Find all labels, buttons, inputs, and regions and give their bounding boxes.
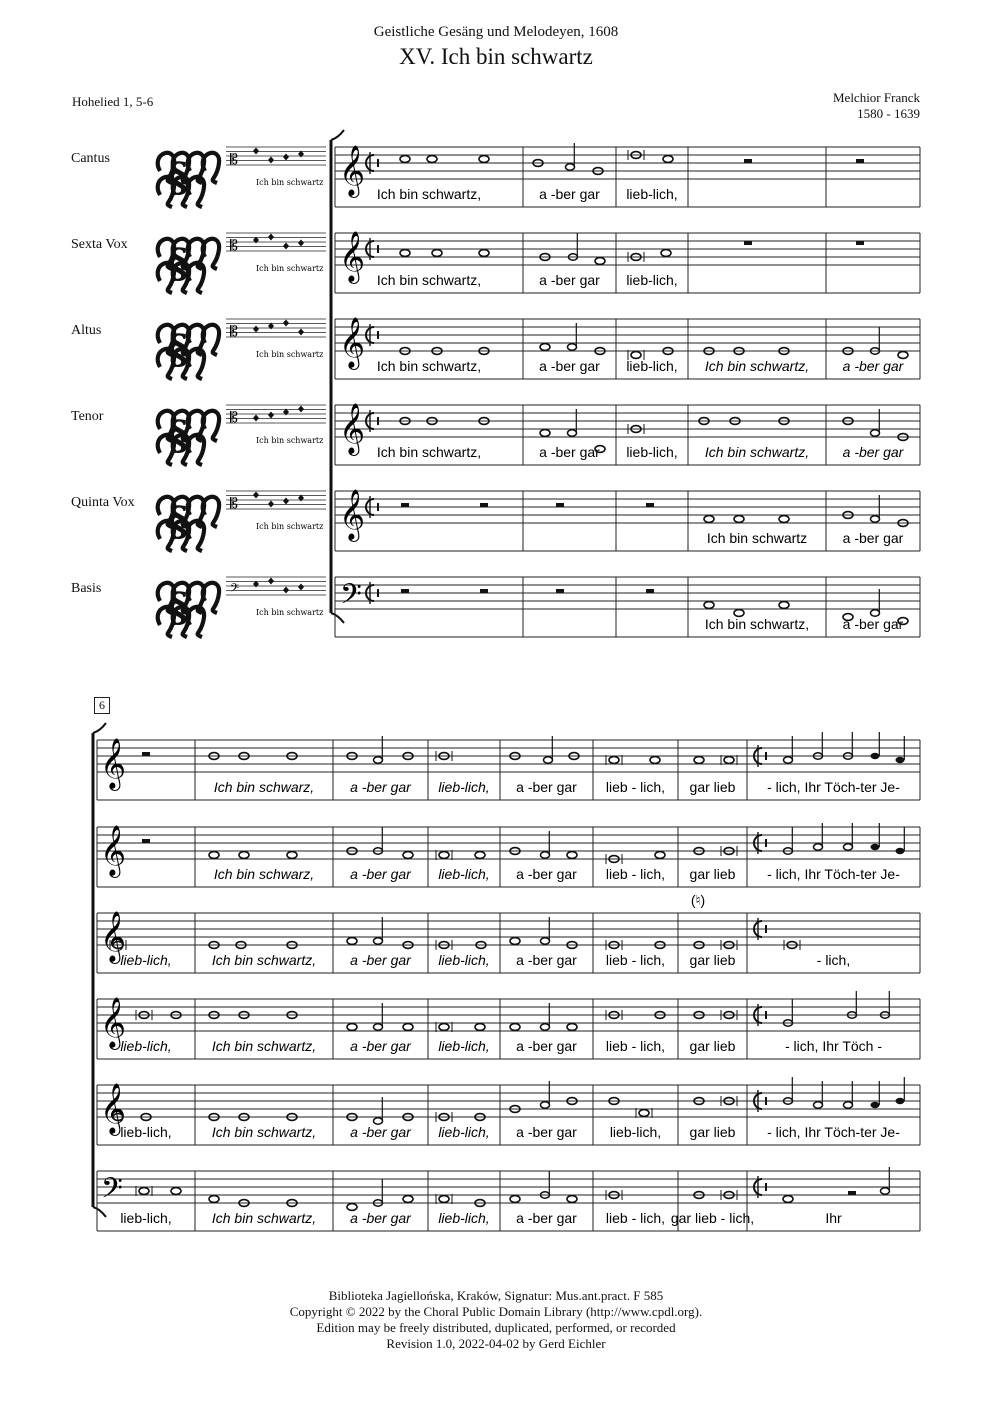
voice-name-quinta-vox: Quinta Vox bbox=[71, 495, 135, 510]
lyric-syllable: lieb-lich, bbox=[120, 952, 172, 968]
treble-clef: 𝄞 bbox=[339, 403, 366, 454]
incipit-clef: 𝄡 bbox=[230, 238, 238, 254]
lyric-syllable: Ich bin schwartz, bbox=[704, 358, 810, 374]
whole-note bbox=[567, 852, 577, 859]
rest bbox=[142, 752, 150, 756]
lyric-syllable: Ich bin schwartz, bbox=[211, 1124, 317, 1140]
lyric-syllable: - lich, Ihr Töch-ter Je- bbox=[767, 1124, 900, 1140]
incipit-clef: 𝄡 bbox=[230, 496, 238, 512]
lyric-syllable: a -ber gar bbox=[842, 444, 904, 460]
whole-note bbox=[479, 156, 489, 163]
quarter-note bbox=[896, 1098, 905, 1104]
whole-note bbox=[479, 250, 489, 257]
lyric-syllable: - lich, bbox=[816, 952, 851, 968]
lyric-syllable: a -ber gar bbox=[516, 779, 577, 795]
whole-note bbox=[400, 250, 410, 257]
lyric-syllable: Ich bin schwartz, bbox=[376, 186, 482, 202]
lyric-syllable: lieb-lich, bbox=[120, 1124, 172, 1140]
lyric-syllable: - lich, Ihr Töch - bbox=[785, 1038, 882, 1054]
incipit-note bbox=[283, 243, 289, 250]
rest bbox=[480, 503, 488, 507]
lyric-syllable: a -ber gar bbox=[539, 186, 600, 202]
composer-dates: 1580 - 1639 bbox=[857, 106, 920, 121]
incipit-note bbox=[268, 412, 274, 419]
whole-note bbox=[239, 852, 249, 859]
lyric-syllable: a -ber gar bbox=[539, 444, 600, 460]
treble-clef: 𝄞 bbox=[339, 317, 366, 368]
incipit-note bbox=[283, 587, 289, 594]
incipit-clef: 𝄡 bbox=[230, 410, 238, 426]
rest bbox=[848, 1191, 856, 1195]
lyric-syllable: lieb - lich, bbox=[605, 779, 666, 795]
lyric-syllable: gar lieb bbox=[689, 1124, 736, 1140]
lyric-syllable: Ich bin schwarz, bbox=[213, 779, 315, 795]
whole-note bbox=[661, 250, 671, 257]
half-note bbox=[784, 757, 793, 763]
whole-note bbox=[595, 258, 605, 265]
lyric-syllable: gar lieb bbox=[689, 1038, 736, 1054]
lyric-syllable: a -ber gar bbox=[842, 358, 904, 374]
rest bbox=[646, 503, 654, 507]
whole-note bbox=[779, 516, 789, 523]
editorial-accidental: (♮) bbox=[690, 892, 706, 908]
footer-license: Edition may be freely distributed, duplicated, performed, or recorded bbox=[316, 1320, 676, 1335]
incipit-clef: 𝄡 bbox=[230, 324, 238, 340]
half-note bbox=[871, 516, 880, 522]
incipit-note bbox=[253, 148, 259, 155]
whole-note bbox=[475, 852, 485, 859]
lyric-syllable: lieb-lich, bbox=[120, 1038, 172, 1054]
lyric-syllable: lieb - lich, bbox=[605, 952, 666, 968]
whole-note bbox=[510, 1024, 520, 1031]
incipit-text: Ich bin schwartz bbox=[256, 178, 324, 187]
lyric-syllable: a -ber gar bbox=[516, 1038, 577, 1054]
whole-note bbox=[209, 1196, 219, 1203]
incipit-note bbox=[298, 240, 304, 247]
voice-name-sexta-vox: Sexta Vox bbox=[71, 237, 128, 252]
whole-note bbox=[403, 1024, 413, 1031]
whole-note bbox=[694, 757, 704, 764]
system-bracket-hook bbox=[331, 130, 344, 140]
incipit-text: Ich bin schwartz bbox=[256, 350, 324, 359]
whole-note bbox=[427, 156, 437, 163]
incipit-clef: 𝄢 bbox=[230, 582, 240, 598]
bass-clef: 𝄢 bbox=[101, 1172, 123, 1212]
lyric-syllable: a -ber gar bbox=[539, 358, 600, 374]
lyric-syllable: Ich bin schwarz, bbox=[213, 866, 315, 882]
incipit-note bbox=[253, 492, 259, 499]
quarter-note bbox=[896, 757, 905, 763]
lyric-syllable: lieb-lich, bbox=[626, 272, 678, 288]
incipit-note bbox=[268, 157, 274, 164]
lyric-syllable: Ich bin schwartz, bbox=[704, 444, 810, 460]
whole-note bbox=[347, 1024, 357, 1031]
initial-capital-ornament bbox=[153, 143, 221, 207]
voice-name-cantus: Cantus bbox=[71, 151, 110, 166]
whole-note bbox=[403, 1196, 413, 1203]
incipit-note bbox=[268, 234, 274, 241]
system-bracket-hook bbox=[93, 723, 106, 733]
treble-clef: 𝄞 bbox=[100, 1083, 127, 1134]
treble-clef: 𝄞 bbox=[100, 738, 127, 789]
lyric-syllable: a -ber gar bbox=[350, 1124, 411, 1140]
breve-note bbox=[724, 757, 734, 764]
breve-note bbox=[609, 757, 619, 764]
footer bbox=[0, 1288, 992, 1352]
whole-note bbox=[403, 852, 413, 859]
whole-note bbox=[510, 1196, 520, 1203]
lyric-syllable: lieb-lich, bbox=[438, 952, 490, 968]
rest bbox=[646, 589, 654, 593]
svg-text:§: § bbox=[168, 154, 189, 201]
piece-title: XV. Ich bin schwartz bbox=[399, 44, 593, 69]
incipit-note bbox=[268, 578, 274, 585]
lyric-syllable: Ich bin schwartz, bbox=[211, 952, 317, 968]
lyric-syllable: lieb-lich, bbox=[609, 1124, 662, 1140]
lyric-syllable: a -ber gar bbox=[842, 616, 904, 632]
footer-source: Biblioteka Jagiellońska, Kraków, Signatur: Mus.ant.pract. F 585 bbox=[328, 1288, 664, 1303]
whole-note bbox=[432, 250, 442, 257]
half-note bbox=[541, 1102, 550, 1108]
lyric-syllable: Ich bin schwartz, bbox=[704, 616, 810, 632]
whole-note bbox=[567, 1024, 577, 1031]
lyric-syllable: lieb-lich, bbox=[120, 1210, 172, 1226]
svg-text:§: § bbox=[168, 326, 189, 373]
treble-clef: 𝄞 bbox=[100, 997, 127, 1048]
lyric-syllable: lieb-lich, bbox=[438, 1038, 490, 1054]
svg-text:§: § bbox=[168, 498, 189, 545]
initial-capital-ornament bbox=[153, 315, 221, 379]
incipit-text: Ich bin schwartz bbox=[256, 608, 324, 617]
half-note bbox=[541, 852, 550, 858]
whole-note bbox=[540, 430, 550, 437]
voice-name-tenor: Tenor bbox=[71, 409, 104, 424]
rest bbox=[401, 503, 409, 507]
bass-clef: 𝄢 bbox=[340, 578, 362, 618]
rest bbox=[744, 159, 752, 163]
half-note bbox=[814, 844, 823, 850]
half-note bbox=[374, 1024, 383, 1030]
quarter-note bbox=[896, 848, 905, 854]
lyric-syllable: Ich bin schwartz, bbox=[376, 272, 482, 288]
incipit-text: Ich bin schwartz bbox=[256, 522, 324, 531]
lyric-syllable: a -ber gar bbox=[350, 952, 411, 968]
lyric-syllable: gar lieb bbox=[689, 952, 736, 968]
lyric-syllable: Ihr bbox=[825, 1210, 842, 1226]
treble-clef: 𝄞 bbox=[339, 145, 366, 196]
treble-clef: 𝄞 bbox=[100, 911, 127, 962]
lyric-syllable: lieb-lich, bbox=[626, 358, 678, 374]
lyric-syllable: a -ber gar bbox=[350, 1038, 411, 1054]
lyric-syllable: Ich bin schwartz, bbox=[211, 1210, 317, 1226]
lyric-syllable: lieb-lich, bbox=[438, 1124, 490, 1140]
quarter-note bbox=[871, 1102, 880, 1108]
lyric-syllable: a -ber gar bbox=[516, 1210, 577, 1226]
half-note bbox=[814, 1102, 823, 1108]
half-note bbox=[541, 938, 550, 944]
lyric-syllable: lieb - lich, bbox=[605, 866, 666, 882]
whole-note bbox=[400, 156, 410, 163]
half-note bbox=[544, 757, 553, 763]
whole-note bbox=[734, 516, 744, 523]
lyric-syllable: a -ber gar bbox=[350, 866, 411, 882]
lyric-syllable: Ich bin schwartz, bbox=[376, 358, 482, 374]
incipit-text: Ich bin schwartz bbox=[256, 264, 324, 273]
whole-note bbox=[783, 1196, 793, 1203]
lyric-syllable: a -ber gar bbox=[350, 1210, 411, 1226]
incipit-note bbox=[253, 415, 259, 422]
half-note bbox=[568, 344, 577, 350]
lyric-syllable: a -ber gar bbox=[516, 952, 577, 968]
lyric-syllable: a -ber gar bbox=[842, 530, 904, 546]
svg-text:§: § bbox=[168, 240, 189, 287]
rest bbox=[856, 159, 864, 163]
lyric-syllable: lieb - lich, bbox=[605, 1038, 666, 1054]
half-note bbox=[844, 1102, 853, 1108]
lyric-syllable: lieb-lich, bbox=[438, 779, 490, 795]
voice-name-basis: Basis bbox=[71, 581, 102, 596]
treble-clef: 𝄞 bbox=[339, 489, 366, 540]
incipit-text: Ich bin schwartz bbox=[256, 436, 324, 445]
whole-note bbox=[704, 602, 714, 609]
voice-name-altus: Altus bbox=[71, 323, 102, 338]
breve-note bbox=[439, 852, 449, 859]
lyric-syllable: gar lieb - lich, bbox=[670, 1210, 755, 1226]
rest bbox=[556, 589, 564, 593]
whole-note bbox=[663, 156, 673, 163]
whole-note bbox=[510, 938, 520, 945]
svg-text:§: § bbox=[168, 584, 189, 631]
incipit-note bbox=[283, 320, 289, 327]
treble-clef: 𝄞 bbox=[339, 231, 366, 282]
whole-note bbox=[475, 1024, 485, 1031]
half-note bbox=[568, 430, 577, 436]
half-note bbox=[881, 1188, 890, 1194]
lyric-syllable: Ich bin schwartz, bbox=[211, 1038, 317, 1054]
lyric-syllable: a -ber gar bbox=[539, 272, 600, 288]
rest bbox=[744, 241, 752, 245]
incipit-note bbox=[283, 498, 289, 505]
lyric-syllable: lieb - lich, bbox=[605, 1210, 666, 1226]
svg-text:§: § bbox=[168, 412, 189, 459]
initial-capital-ornament bbox=[153, 487, 221, 551]
lyric-syllable: lieb-lich, bbox=[438, 866, 490, 882]
incipit-note bbox=[268, 501, 274, 508]
footer-revision: Revision 1.0, 2022-04-02 by Gerd Eichler bbox=[386, 1336, 606, 1351]
rest bbox=[556, 503, 564, 507]
breve-note bbox=[439, 1196, 449, 1203]
half-note bbox=[374, 757, 383, 763]
rest bbox=[142, 839, 150, 843]
half-note bbox=[541, 1024, 550, 1030]
quarter-note bbox=[871, 753, 880, 759]
breve-note bbox=[439, 1024, 449, 1031]
incipit-note bbox=[298, 584, 304, 591]
breve-note bbox=[639, 1110, 649, 1117]
incipit-clef: 𝄡 bbox=[230, 152, 238, 168]
rest bbox=[401, 589, 409, 593]
lyric-syllable: lieb-lich, bbox=[438, 1210, 490, 1226]
lyric-syllable: a -ber gar bbox=[516, 866, 577, 882]
lyric-syllable: gar lieb bbox=[689, 779, 736, 795]
lyric-syllable: Ich bin schwartz bbox=[706, 530, 808, 546]
quarter-note bbox=[871, 844, 880, 850]
whole-note bbox=[650, 757, 660, 764]
incipit-note bbox=[253, 326, 259, 333]
half-note bbox=[374, 938, 383, 944]
whole-note bbox=[287, 852, 297, 859]
whole-note bbox=[704, 516, 714, 523]
whole-note bbox=[209, 852, 219, 859]
treble-clef: 𝄞 bbox=[100, 825, 127, 876]
whole-note bbox=[655, 852, 665, 859]
lyric-syllable: gar lieb bbox=[689, 866, 736, 882]
breve-note bbox=[139, 1188, 149, 1195]
whole-note bbox=[567, 1196, 577, 1203]
whole-note bbox=[540, 344, 550, 351]
whole-note bbox=[347, 938, 357, 945]
collection-title: Geistliche Gesäng und Melodeyen, 1608 bbox=[373, 24, 619, 40]
rest bbox=[480, 589, 488, 593]
incipit-note bbox=[298, 329, 304, 336]
half-note bbox=[844, 844, 853, 850]
lyric-syllable: - lich, Ihr Töch-ter Je- bbox=[767, 779, 900, 795]
half-note bbox=[871, 430, 880, 436]
incipit-note bbox=[283, 154, 289, 161]
measure-number: 6 bbox=[94, 697, 110, 714]
lyric-syllable: lieb-lich, bbox=[626, 186, 678, 202]
lyric-syllable: Ich bin schwartz, bbox=[376, 444, 482, 460]
initial-capital-ornament bbox=[153, 229, 221, 293]
initial-capital-ornament bbox=[153, 573, 221, 637]
whole-note bbox=[779, 602, 789, 609]
lyric-syllable: a -ber gar bbox=[516, 1124, 577, 1140]
half-note bbox=[566, 164, 575, 170]
incipit-note bbox=[298, 406, 304, 413]
bible-reference: Hohelied 1, 5-6 bbox=[72, 94, 154, 109]
lyric-syllable: lieb-lich, bbox=[626, 444, 678, 460]
composer-name: Melchior Franck bbox=[832, 90, 920, 105]
rest bbox=[856, 241, 864, 245]
whole-note bbox=[171, 1188, 181, 1195]
footer-copyright: Copyright © 2022 by the Choral Public Domain Library (http://www.cpdl.org). bbox=[289, 1304, 703, 1319]
lyric-syllable: - lich, Ihr Töch-ter Je- bbox=[767, 866, 900, 882]
initial-capital-ornament bbox=[153, 401, 221, 465]
lyric-syllable: a -ber gar bbox=[350, 779, 411, 795]
